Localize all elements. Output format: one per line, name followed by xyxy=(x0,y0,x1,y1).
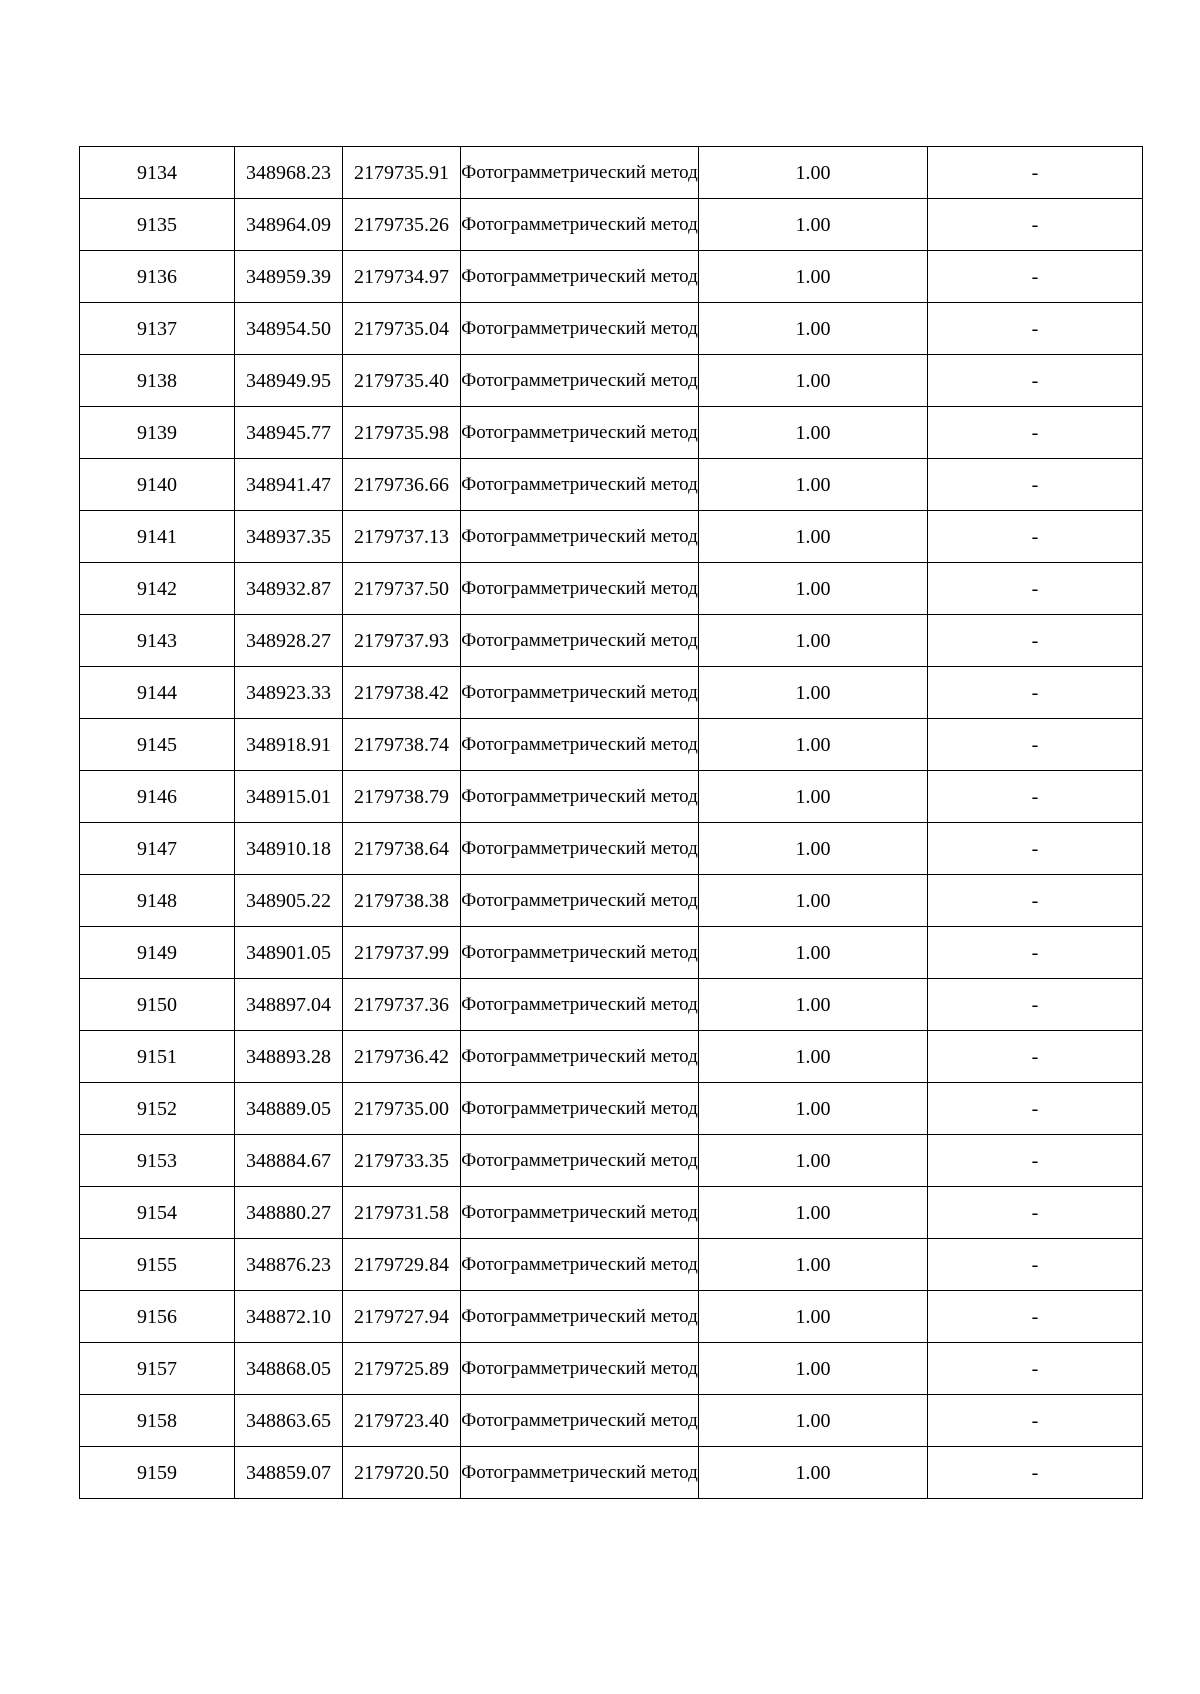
y-coordinate-cell: 2179737.36 xyxy=(343,979,461,1031)
x-coordinate-cell: 348937.35 xyxy=(235,511,343,563)
y-coordinate-cell: 2179737.13 xyxy=(343,511,461,563)
y-coordinate-cell: 2179738.38 xyxy=(343,875,461,927)
y-coordinate-cell: 2179736.42 xyxy=(343,1031,461,1083)
accuracy-cell: 1.00 xyxy=(699,1135,928,1187)
accuracy-cell: 1.00 xyxy=(699,927,928,979)
method-cell: Фотограмметрический метод xyxy=(461,1395,699,1447)
method-cell: Фотограмметрический метод xyxy=(461,1031,699,1083)
table-row xyxy=(80,1135,1143,1187)
note-cell: - xyxy=(928,771,1143,823)
x-coordinate-cell: 348928.27 xyxy=(235,615,343,667)
x-coordinate-cell: 348905.22 xyxy=(235,875,343,927)
table-row xyxy=(80,823,1143,875)
y-coordinate-cell: 2179735.26 xyxy=(343,199,461,251)
note-cell: - xyxy=(928,615,1143,667)
method-cell: Фотограмметрический метод xyxy=(461,875,699,927)
y-coordinate-cell: 2179738.74 xyxy=(343,719,461,771)
accuracy-cell: 1.00 xyxy=(699,823,928,875)
table-row xyxy=(80,251,1143,303)
table-row xyxy=(80,303,1143,355)
x-coordinate-cell: 348959.39 xyxy=(235,251,343,303)
method-cell: Фотограмметрический метод xyxy=(461,615,699,667)
accuracy-cell: 1.00 xyxy=(699,355,928,407)
x-coordinate-cell: 348889.05 xyxy=(235,1083,343,1135)
method-cell: Фотограмметрический метод xyxy=(461,1343,699,1395)
point-number-cell: 9158 xyxy=(80,1395,235,1447)
note-cell: - xyxy=(928,1083,1143,1135)
method-cell: Фотограмметрический метод xyxy=(461,1135,699,1187)
y-coordinate-cell: 2179738.64 xyxy=(343,823,461,875)
note-cell: - xyxy=(928,719,1143,771)
table-row xyxy=(80,355,1143,407)
x-coordinate-cell: 348918.91 xyxy=(235,719,343,771)
method-cell: Фотограмметрический метод xyxy=(461,1291,699,1343)
note-cell: - xyxy=(928,407,1143,459)
y-coordinate-cell: 2179733.35 xyxy=(343,1135,461,1187)
x-coordinate-cell: 348915.01 xyxy=(235,771,343,823)
point-number-cell: 9135 xyxy=(80,199,235,251)
note-cell: - xyxy=(928,823,1143,875)
accuracy-cell: 1.00 xyxy=(699,1447,928,1499)
note-cell: - xyxy=(928,875,1143,927)
table-row xyxy=(80,771,1143,823)
x-coordinate-cell: 348884.67 xyxy=(235,1135,343,1187)
note-cell: - xyxy=(928,251,1143,303)
table-row xyxy=(80,1291,1143,1343)
point-number-cell: 9138 xyxy=(80,355,235,407)
x-coordinate-cell: 348901.05 xyxy=(235,927,343,979)
note-cell: - xyxy=(928,303,1143,355)
accuracy-cell: 1.00 xyxy=(699,1291,928,1343)
method-cell: Фотограмметрический метод xyxy=(461,563,699,615)
point-number-cell: 9143 xyxy=(80,615,235,667)
y-coordinate-cell: 2179735.00 xyxy=(343,1083,461,1135)
method-cell: Фотограмметрический метод xyxy=(461,303,699,355)
x-coordinate-cell: 348868.05 xyxy=(235,1343,343,1395)
note-cell: - xyxy=(928,1447,1143,1499)
coordinates-table xyxy=(79,146,1143,1499)
table-row xyxy=(80,199,1143,251)
accuracy-cell: 1.00 xyxy=(699,1083,928,1135)
accuracy-cell: 1.00 xyxy=(699,511,928,563)
point-number-cell: 9136 xyxy=(80,251,235,303)
note-cell: - xyxy=(928,1395,1143,1447)
table-row xyxy=(80,1187,1143,1239)
method-cell: Фотограмметрический метод xyxy=(461,1187,699,1239)
method-cell: Фотограмметрический метод xyxy=(461,667,699,719)
y-coordinate-cell: 2179737.99 xyxy=(343,927,461,979)
x-coordinate-cell: 348968.23 xyxy=(235,147,343,199)
note-cell: - xyxy=(928,979,1143,1031)
table-row xyxy=(80,1083,1143,1135)
method-cell: Фотограмметрический метод xyxy=(461,823,699,875)
y-coordinate-cell: 2179735.40 xyxy=(343,355,461,407)
method-cell: Фотограмметрический метод xyxy=(461,927,699,979)
point-number-cell: 9144 xyxy=(80,667,235,719)
note-cell: - xyxy=(928,667,1143,719)
table-row xyxy=(80,927,1143,979)
method-cell: Фотограмметрический метод xyxy=(461,1239,699,1291)
table-row xyxy=(80,511,1143,563)
accuracy-cell: 1.00 xyxy=(699,199,928,251)
y-coordinate-cell: 2179727.94 xyxy=(343,1291,461,1343)
y-coordinate-cell: 2179738.42 xyxy=(343,667,461,719)
method-cell: Фотограмметрический метод xyxy=(461,1447,699,1499)
table-row xyxy=(80,1239,1143,1291)
point-number-cell: 9139 xyxy=(80,407,235,459)
y-coordinate-cell: 2179737.93 xyxy=(343,615,461,667)
accuracy-cell: 1.00 xyxy=(699,563,928,615)
point-number-cell: 9150 xyxy=(80,979,235,1031)
note-cell: - xyxy=(928,1187,1143,1239)
y-coordinate-cell: 2179734.97 xyxy=(343,251,461,303)
note-cell: - xyxy=(928,563,1143,615)
method-cell: Фотограмметрический метод xyxy=(461,511,699,563)
note-cell: - xyxy=(928,1135,1143,1187)
method-cell: Фотограмметрический метод xyxy=(461,1083,699,1135)
point-number-cell: 9157 xyxy=(80,1343,235,1395)
method-cell: Фотограмметрический метод xyxy=(461,199,699,251)
note-cell: - xyxy=(928,1239,1143,1291)
accuracy-cell: 1.00 xyxy=(699,615,928,667)
accuracy-cell: 1.00 xyxy=(699,303,928,355)
accuracy-cell: 1.00 xyxy=(699,1239,928,1291)
y-coordinate-cell: 2179738.79 xyxy=(343,771,461,823)
y-coordinate-cell: 2179723.40 xyxy=(343,1395,461,1447)
accuracy-cell: 1.00 xyxy=(699,251,928,303)
x-coordinate-cell: 348876.23 xyxy=(235,1239,343,1291)
point-number-cell: 9146 xyxy=(80,771,235,823)
x-coordinate-cell: 348964.09 xyxy=(235,199,343,251)
note-cell: - xyxy=(928,355,1143,407)
accuracy-cell: 1.00 xyxy=(699,1187,928,1239)
accuracy-cell: 1.00 xyxy=(699,1343,928,1395)
point-number-cell: 9148 xyxy=(80,875,235,927)
table-row xyxy=(80,719,1143,771)
accuracy-cell: 1.00 xyxy=(699,407,928,459)
point-number-cell: 9140 xyxy=(80,459,235,511)
table-row xyxy=(80,1395,1143,1447)
y-coordinate-cell: 2179725.89 xyxy=(343,1343,461,1395)
point-number-cell: 9149 xyxy=(80,927,235,979)
point-number-cell: 9159 xyxy=(80,1447,235,1499)
y-coordinate-cell: 2179735.91 xyxy=(343,147,461,199)
table-row xyxy=(80,667,1143,719)
note-cell: - xyxy=(928,147,1143,199)
x-coordinate-cell: 348863.65 xyxy=(235,1395,343,1447)
note-cell: - xyxy=(928,1343,1143,1395)
y-coordinate-cell: 2179735.04 xyxy=(343,303,461,355)
table-row xyxy=(80,1343,1143,1395)
accuracy-cell: 1.00 xyxy=(699,771,928,823)
method-cell: Фотограмметрический метод xyxy=(461,979,699,1031)
point-number-cell: 9151 xyxy=(80,1031,235,1083)
note-cell: - xyxy=(928,1031,1143,1083)
accuracy-cell: 1.00 xyxy=(699,667,928,719)
note-cell: - xyxy=(928,927,1143,979)
point-number-cell: 9145 xyxy=(80,719,235,771)
point-number-cell: 9141 xyxy=(80,511,235,563)
method-cell: Фотограмметрический метод xyxy=(461,459,699,511)
x-coordinate-cell: 348923.33 xyxy=(235,667,343,719)
accuracy-cell: 1.00 xyxy=(699,459,928,511)
table-row xyxy=(80,979,1143,1031)
point-number-cell: 9155 xyxy=(80,1239,235,1291)
point-number-cell: 9154 xyxy=(80,1187,235,1239)
point-number-cell: 9137 xyxy=(80,303,235,355)
method-cell: Фотограмметрический метод xyxy=(461,407,699,459)
y-coordinate-cell: 2179731.58 xyxy=(343,1187,461,1239)
note-cell: - xyxy=(928,1291,1143,1343)
table-row xyxy=(80,459,1143,511)
method-cell: Фотограмметрический метод xyxy=(461,251,699,303)
table-row xyxy=(80,1031,1143,1083)
x-coordinate-cell: 348941.47 xyxy=(235,459,343,511)
method-cell: Фотограмметрический метод xyxy=(461,719,699,771)
point-number-cell: 9152 xyxy=(80,1083,235,1135)
x-coordinate-cell: 348897.04 xyxy=(235,979,343,1031)
method-cell: Фотограмметрический метод xyxy=(461,355,699,407)
accuracy-cell: 1.00 xyxy=(699,979,928,1031)
point-number-cell: 9153 xyxy=(80,1135,235,1187)
y-coordinate-cell: 2179720.50 xyxy=(343,1447,461,1499)
x-coordinate-cell: 348945.77 xyxy=(235,407,343,459)
accuracy-cell: 1.00 xyxy=(699,719,928,771)
table-row xyxy=(80,1447,1143,1499)
note-cell: - xyxy=(928,199,1143,251)
x-coordinate-cell: 348954.50 xyxy=(235,303,343,355)
x-coordinate-cell: 348859.07 xyxy=(235,1447,343,1499)
x-coordinate-cell: 348880.27 xyxy=(235,1187,343,1239)
table-row xyxy=(80,615,1143,667)
table-row xyxy=(80,147,1143,199)
note-cell: - xyxy=(928,511,1143,563)
x-coordinate-cell: 348932.87 xyxy=(235,563,343,615)
accuracy-cell: 1.00 xyxy=(699,147,928,199)
y-coordinate-cell: 2179729.84 xyxy=(343,1239,461,1291)
method-cell: Фотограмметрический метод xyxy=(461,147,699,199)
table-row xyxy=(80,875,1143,927)
x-coordinate-cell: 348949.95 xyxy=(235,355,343,407)
point-number-cell: 9142 xyxy=(80,563,235,615)
accuracy-cell: 1.00 xyxy=(699,875,928,927)
y-coordinate-cell: 2179736.66 xyxy=(343,459,461,511)
point-number-cell: 9134 xyxy=(80,147,235,199)
y-coordinate-cell: 2179737.50 xyxy=(343,563,461,615)
point-number-cell: 9147 xyxy=(80,823,235,875)
x-coordinate-cell: 348893.28 xyxy=(235,1031,343,1083)
coordinates-table-body xyxy=(80,147,1143,1499)
table-row xyxy=(80,407,1143,459)
y-coordinate-cell: 2179735.98 xyxy=(343,407,461,459)
x-coordinate-cell: 348872.10 xyxy=(235,1291,343,1343)
accuracy-cell: 1.00 xyxy=(699,1395,928,1447)
accuracy-cell: 1.00 xyxy=(699,1031,928,1083)
point-number-cell: 9156 xyxy=(80,1291,235,1343)
method-cell: Фотограмметрический метод xyxy=(461,771,699,823)
note-cell: - xyxy=(928,459,1143,511)
x-coordinate-cell: 348910.18 xyxy=(235,823,343,875)
table-row xyxy=(80,563,1143,615)
